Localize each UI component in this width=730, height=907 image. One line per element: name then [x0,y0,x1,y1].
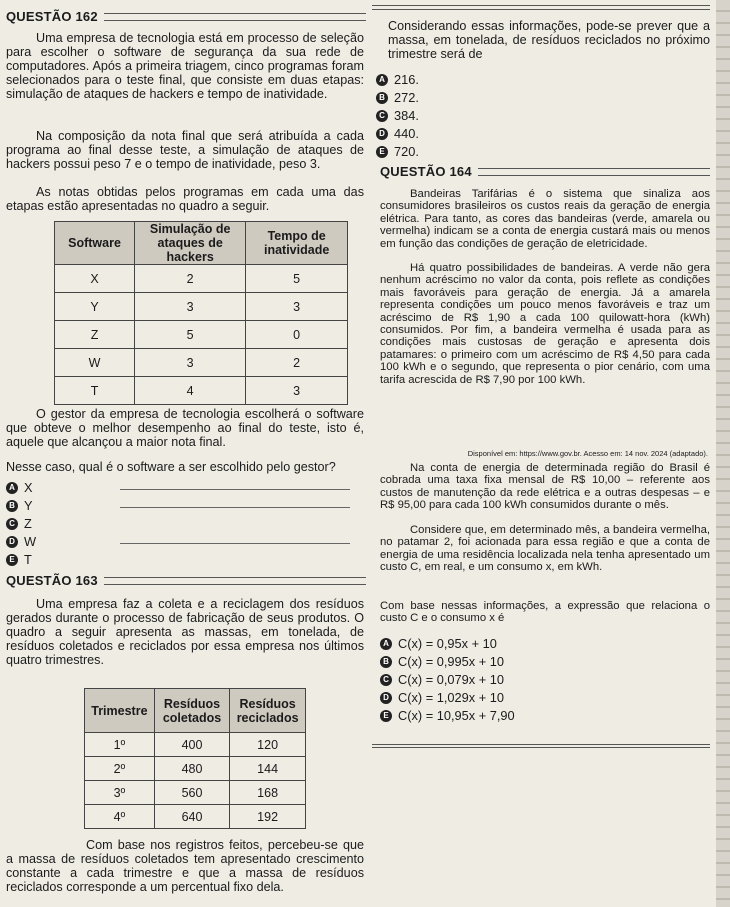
q162-option-b[interactable] [6,498,33,513]
q162-option-d[interactable] [6,534,36,549]
table-cell: 2º [85,757,155,781]
q162-option-c[interactable] [6,516,32,531]
table-row [55,293,348,321]
question-164-title: QUESTÃO 164 [380,164,472,179]
pencil-strike [120,507,350,508]
option-letter-icon: B [376,92,388,104]
table-row [55,349,348,377]
option-letter-icon: D [376,128,388,140]
q162-paragraph-3: As notas obtidas pelos programas em cada uma das etapas estão apresentadas no quadro a seguir. [6,185,364,213]
q162-option-e[interactable] [6,552,32,567]
table-cell: 168 [230,781,306,805]
table-cell: 640 [154,805,229,829]
table-row [55,321,348,349]
table-cell: 400 [154,733,229,757]
option-letter-icon: B [6,500,18,512]
table-cell: 2 [135,265,246,293]
table-cell: T [55,377,135,405]
option-letter-icon: C [376,110,388,122]
option-text: 440. [394,126,419,141]
option-text: C(x) = 0,079x + 10 [398,672,504,687]
table-header: Tempo de inatividade [246,222,348,265]
option-letter-icon: D [380,692,392,704]
question-163-title: QUESTÃO 163 [6,573,98,588]
table-cell: 560 [154,781,229,805]
table-cell: 1º [85,733,155,757]
table-cell: 2 [246,349,348,377]
q163-continuation: Considerando essas informações, pode-se prever que a massa, em tonelada, de resíduos reciclados no próximo trimestre será de [388,19,710,61]
table-cell: 144 [230,757,306,781]
q163-option-b[interactable] [376,90,419,105]
q163-waste-table [84,688,306,829]
pencil-strike [120,489,350,490]
pencil-strike [120,543,350,544]
q164-option-a[interactable] [380,636,497,651]
option-text: C(x) = 10,95x + 7,90 [398,708,515,723]
q164-paragraph-4: Considere que, em determinado mês, a bandeira vermelha, no patamar 2, foi acionada para essa região e que a conta de energia de uma residência localizada nela tenha apresentado um custo C, em real, e um consumo x, em kWh. [380,524,710,574]
table-cell: 5 [135,321,246,349]
table-row [85,805,306,829]
option-letter-icon: D [6,536,18,548]
table-row [55,377,348,405]
option-text: Z [24,516,32,531]
option-text: Y [24,498,33,513]
q164-source: Disponível em: https://www.gov.br. Acesso em: 14 nov. 2024 (adaptado). [467,449,708,458]
end-rule [372,744,710,748]
q163-option-d[interactable] [376,126,419,141]
table-cell: 480 [154,757,229,781]
q164-option-e[interactable] [380,708,515,723]
top-rule [372,5,710,10]
q164-question: Com base nessas informações, a expressão que relaciona o custo C e o consumo x é [380,600,710,625]
question-164-rule [478,168,710,176]
table-header: Software [55,222,135,265]
q162-paragraph-1: Uma empresa de tecnologia está em processo de seleção para escolher o software de segurança da sua rede de computadores. Após a primeira triagem, cinco programas foram selecionados para o teste final, que consiste em duas etapas: simulação de ataques de hackers e tempo de inatividade. [6,31,364,101]
option-text: C(x) = 0,95x + 10 [398,636,497,651]
option-letter-icon: E [380,710,392,722]
q162-question: Nesse caso, qual é o software a ser escolhido pelo gestor? [6,460,336,474]
page-binding [716,0,730,907]
table-header: Resíduos reciclados [230,689,306,733]
option-text: W [24,534,37,549]
table-cell: W [55,349,135,377]
q163-paragraph-1: Uma empresa faz a coleta e a reciclagem dos resíduos gerados durante o processo de fabricação de seus produtos. O quadro a seguir apresenta as massas, em tonelada, de resíduos coletados e reciclados por essa empresa nos últimos quatro trimestres. [6,597,364,667]
option-letter-icon: E [6,554,18,566]
table-cell: 0 [246,321,348,349]
option-text: 216. [394,72,419,87]
table-cell: Z [55,321,135,349]
q163-option-e[interactable] [376,144,419,159]
q164-paragraph-2: Há quatro possibilidades de bandeiras. A verde não gera nenhum acréscimo no valor da conta, pois reflete as condições mais favoráveis para geração de energia. Já a amarela representa condições um pouco menos favoráveis e traz um acréscimo de R$ 1,90 a cada 100 quilowatt-hora (kWh) consumidos. Por fim, a bandeira vermelha é usada para as condições mais custosas de geração e apresenta dois patamares: o primeiro com um acréscimo de R$ 4,50 para cada 100 kWh e o segundo, que representa o pior cenário, com uma tarifa acrescida de R$ 7,90 por 100 kWh. [380,262,710,386]
table-row [85,757,306,781]
table-header: Resíduos coletados [154,689,229,733]
option-text: T [24,552,32,567]
q163-option-a[interactable] [376,72,419,87]
q163-option-c[interactable] [376,108,419,123]
table-cell: 4º [85,805,155,829]
q162-paragraph-4: O gestor da empresa de tecnologia escolherá o software que obteve o melhor desempenho ao final do teste, isto é, aquele que alcançou a maior nota final. [6,407,364,449]
option-letter-icon: A [380,638,392,650]
table-cell: 4 [135,377,246,405]
option-text: 720. [394,144,419,159]
table-cell: 192 [230,805,306,829]
table-row [85,733,306,757]
question-162-rule [104,13,366,21]
q164-paragraph-3: Na conta de energia de determinada região do Brasil é cobrada uma taxa fixa mensal de R$ 10,00 – referente aos custos de manutenção da rede elétrica e a outras despesas – e R$ 95,00 para cada 100 kWh consumidos durante o mês. [380,462,710,512]
option-letter-icon: C [6,518,18,530]
option-text: C(x) = 0,995x + 10 [398,654,504,669]
option-text: 272. [394,90,419,105]
option-text: 384. [394,108,419,123]
q164-option-d[interactable] [380,690,504,705]
option-letter-icon: A [376,74,388,86]
option-letter-icon: C [380,674,392,686]
q164-option-b[interactable] [380,654,504,669]
q163-paragraph-2: Com base nos registros feitos, percebeu-se que a massa de resíduos coletados tem apresentado crescimento constante a cada trimestre e que a massa de resíduos reciclados corresponde a um percentual fixo dela. [6,838,364,894]
q162-paragraph-2: Na composição da nota final que será atribuída a cada programa ao final desse teste, a simulação de ataques de hackers possui peso 7 e o tempo de inatividade, peso 3. [6,129,364,171]
table-cell: 3º [85,781,155,805]
table-header: Simulação de ataques de hackers [135,222,246,265]
q164-option-c[interactable] [380,672,504,687]
option-text: X [24,480,33,495]
option-text: C(x) = 1,029x + 10 [398,690,504,705]
table-cell: 3 [246,377,348,405]
table-cell: 5 [246,265,348,293]
question-162-title: QUESTÃO 162 [6,9,98,24]
table-cell: X [55,265,135,293]
q162-scores-table [54,221,348,405]
q162-option-a[interactable] [6,480,33,495]
table-header: Trimestre [85,689,155,733]
table-row [85,781,306,805]
question-163-rule [104,577,366,585]
table-cell: 3 [246,293,348,321]
table-cell: Y [55,293,135,321]
q164-paragraph-1: Bandeiras Tarifárias é o sistema que sinaliza aos consumidores brasileiros os custos reais da geração de energia elétrica. Para tanto, as cores das bandeiras (verde, amarela ou vermelha) indicam se a conta de energia custará mais ou menos em função das condições de geração de eletricidade. [380,188,710,250]
table-cell: 3 [135,293,246,321]
table-cell: 3 [135,349,246,377]
option-letter-icon: B [380,656,392,668]
table-cell: 120 [230,733,306,757]
table-row [55,265,348,293]
option-letter-icon: E [376,146,388,158]
option-letter-icon: A [6,482,18,494]
